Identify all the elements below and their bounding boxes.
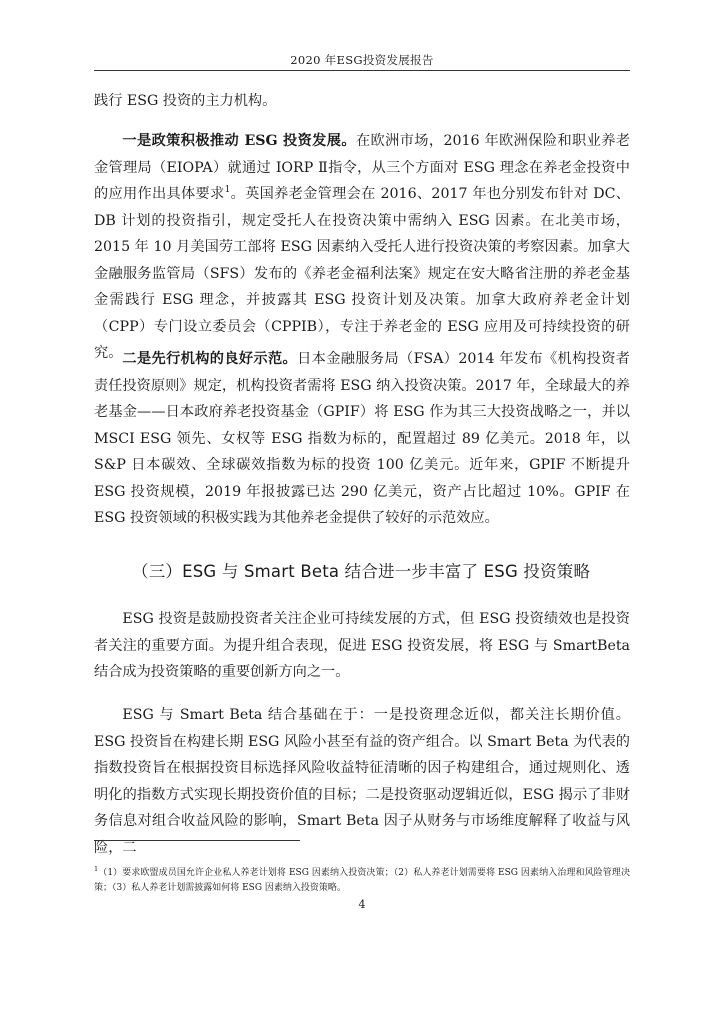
paragraph-text: ESG 投资是鼓励投资者关注企业可持续发展的方式，但 ESG 投资绩效也是投资者关注的重要方面。为提升组合表现，促进 ESG 投资发展，将 ESG 与 SmartBeta 结合成为投资策略的重要创新方向之一。 bbox=[94, 611, 630, 680]
paragraph-text: 日本金融服务局（FSA）2014 年发布《机构投资者责任投资原则》规定，机构投资者需将 ESG 纳入投资决策。2017 年，全球最大的养老基金——日本政府养老投资基金（GPIF）将 ESG 作为其三大投资战略之一，并以 MSCI ESG 领先、女权等 ESG 指数为标的，配置超过 89 亿美元。2018 年，以 S&P 日本碳效、全球碳效指数为标的投资 100 亿美元。近年来，GPIF 不断提升 ESG 投资规模，2019 年报披露已达 290 亿美元，资产占比超过 10%。GPIF 在 ESG 投资领域的积极实践为其他养老金提供了较好的示范效应。 bbox=[94, 351, 630, 526]
paragraph-policy bbox=[94, 128, 630, 367]
footnote-rule bbox=[94, 840, 300, 841]
footnote-marker: 1 bbox=[94, 865, 99, 873]
paragraph-lead: 一是政策积极推动 ESG 投资发展。 bbox=[122, 133, 356, 149]
footnote-text: （1）要求欧盟成员国允许企业私人养老计划将 ESG 因素纳入投资决策；（2）私人养老计划需要将 ESG 因素纳入治理和风险管理决策；（3）私人养老计划需披露如何将 ESG 因素纳入投资策略。 bbox=[94, 868, 630, 893]
paragraph-text: 践行 ESG 投资的主力机构。 bbox=[94, 93, 277, 109]
running-header-title: 2020 年ESG投资发展报告 bbox=[290, 53, 434, 67]
paragraph-lead: 二是先行机构的良好示范。 bbox=[122, 351, 298, 367]
header-rule bbox=[94, 70, 630, 71]
page-number: 4 bbox=[358, 898, 366, 911]
footnote bbox=[94, 866, 630, 896]
paragraph-text: ESG 与 Smart Beta 结合基础在于：一是投资理念近似，都关注长期价值。ESG 投资旨在构建长期 ESG 风险小甚至有益的资产组合。以 Smart Beta 为代表的指数投资旨在根据投资目标选择风险收益特征清晰的因子构建组合，通过规则化、透明化的指数方式实现长期投资价值的目标；二是投资驱动逻辑近似，ESG 揭示了非财务信息对组合收益风险的影响，Smart Beta 因子从财务与市场维度解释了收益与风险，二 bbox=[94, 707, 630, 856]
paragraph-section-intro bbox=[94, 606, 630, 686]
paragraph-text: 在欧洲市场，2016 年欧洲保险和职业养老金管理局（EIOPA）就通过 IORP Ⅱ指令，从三个方面对 ESG 理念在养老金投资中的应用作出具体要求 bbox=[94, 133, 630, 202]
footnote-reference[interactable]: 1 bbox=[224, 185, 231, 195]
paragraph-section-basis bbox=[94, 702, 630, 861]
section-heading: （三）ESG 与 Smart Beta 结合进一步丰富了 ESG 投资策略 bbox=[132, 562, 591, 581]
paragraph-text: 。英国养老金管理会在 2016、2017 年也分别发布针对 DC、DB 计划的投资指引，规定受托人在投资决策中需纳入 ESG 因素。在北美市场，2015 年 10 月美国劳工部将 ESG 因素纳入受托人进行投资决策的考察因素。加拿大金融服务监管局（SFS）发布的《养老金福利法案》规定在安大略省注册的养老金基金需践行 ESG 理念，并披露其 ESG 投资计划及决策。加拿大政府养老金计划（CPP）专门设立委员会（CPPIB），专注于养老金的 ESG 应用及可持续投资的研究。 bbox=[94, 186, 630, 361]
paragraph-continuation bbox=[94, 88, 630, 115]
paragraph-pioneers bbox=[94, 346, 630, 532]
